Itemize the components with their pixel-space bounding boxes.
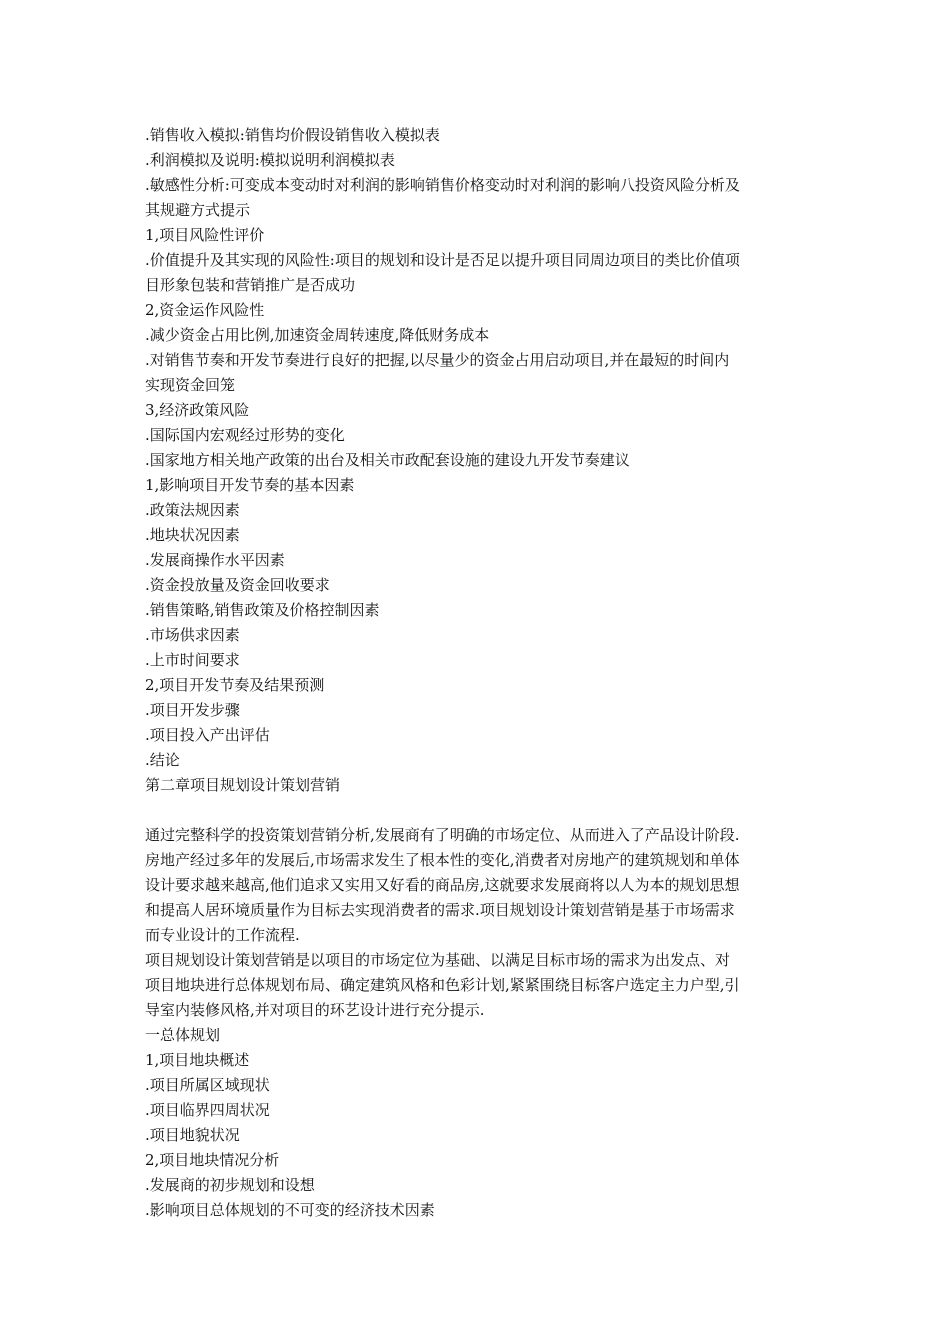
text-line: .国家地方相关地产政策的出台及相关市政配套设施的建设九开发节奏建议 (145, 451, 630, 469)
text-line: .发展商操作水平因素 (145, 551, 285, 569)
text-line: 设计要求越来越高,他们追求又实用又好看的商品房,这就要求发展商将以人为本的规划思想 (145, 876, 740, 894)
text-line: .价值提升及其实现的风险性:项目的规划和设计是否足以提升项目同周边项目的类比价值项 (145, 251, 740, 269)
text-line: .项目投入产出评估 (145, 726, 270, 744)
text-line: 1,影响项目开发节奏的基本因素 (145, 476, 355, 494)
text-line: .项目地貌状况 (145, 1126, 240, 1144)
text-line: .减少资金占用比例,加速资金周转速度,降低财务成本 (145, 326, 490, 344)
text-line: .影响项目总体规划的不可变的经济技术因素 (145, 1201, 435, 1219)
text-line: .发展商的初步规划和设想 (145, 1176, 315, 1194)
text-line: .敏感性分析:可变成本变动时对利润的影响销售价格变动时对利润的影响八投资风险分析及 (145, 176, 740, 194)
text-line: 目形象包装和营销推广是否成功 (145, 276, 356, 294)
blank-line (145, 798, 815, 823)
text-line: .项目开发步骤 (145, 701, 240, 719)
text-line: .资金投放量及资金回收要求 (145, 576, 330, 594)
text-line: 其规避方式提示 (145, 201, 251, 219)
text-line: 导室内装修风格,并对项目的环艺设计进行充分提示. (145, 1001, 485, 1019)
text-line: 1,项目风险性评价 (145, 226, 265, 244)
text-line: .上市时间要求 (145, 651, 240, 669)
text-line: 和提高人居环境质量作为目标去实现消费者的需求.项目规划设计策划营销是基于市场需求 (145, 901, 735, 919)
text-line: 而专业设计的工作流程. (145, 926, 300, 944)
text-line: 项目规划设计策划营销是以项目的市场定位为基础、以满足目标市场的需求为出发点、对 (145, 951, 731, 969)
text-line: 第二章项目规划设计策划营销 (145, 776, 341, 794)
text-line: .销售策略,销售政策及价格控制因素 (145, 601, 380, 619)
text-line: .对销售节奏和开发节奏进行良好的把握,以尽量少的资金占用启动项目,并在最短的时间内 (145, 351, 730, 369)
text-line: .结论 (145, 751, 180, 769)
text-line: 通过完整科学的投资策划营销分析,发展商有了明确的市场定位、从而进入了产品设计阶段. (145, 826, 740, 844)
text-line: .利润模拟及说明:模拟说明利润模拟表 (145, 151, 395, 169)
text-line: .市场供求因素 (145, 626, 240, 644)
text-line: 实现资金回笼 (145, 376, 236, 394)
text-line: .项目所属区域现状 (145, 1076, 270, 1094)
text-line: .项目临界四周状况 (145, 1101, 270, 1119)
document-body (145, 123, 815, 1223)
text-line: 1,项目地块概述 (145, 1051, 250, 1069)
text-line: 2,项目地块情况分析 (145, 1151, 280, 1169)
text-line: 2,项目开发节奏及结果预测 (145, 676, 325, 694)
text-line: .政策法规因素 (145, 501, 240, 519)
text-line: .国际国内宏观经过形势的变化 (145, 426, 345, 444)
text-line: .销售收入模拟:销售均价假设销售收入模拟表 (145, 126, 440, 144)
text-line: 房地产经过多年的发展后,市场需求发生了根本性的变化,消费者对房地产的建筑规划和单体 (145, 851, 740, 869)
text-line: 一总体规划 (145, 1026, 221, 1044)
text-line: .地块状况因素 (145, 526, 240, 544)
text-line: 3,经济政策风险 (145, 401, 250, 419)
text-line: 项目地块进行总体规划布局、确定建筑风格和色彩计划,紧紧围绕目标客户选定主力户型,引 (145, 976, 740, 994)
text-line: 2,资金运作风险性 (145, 301, 265, 319)
